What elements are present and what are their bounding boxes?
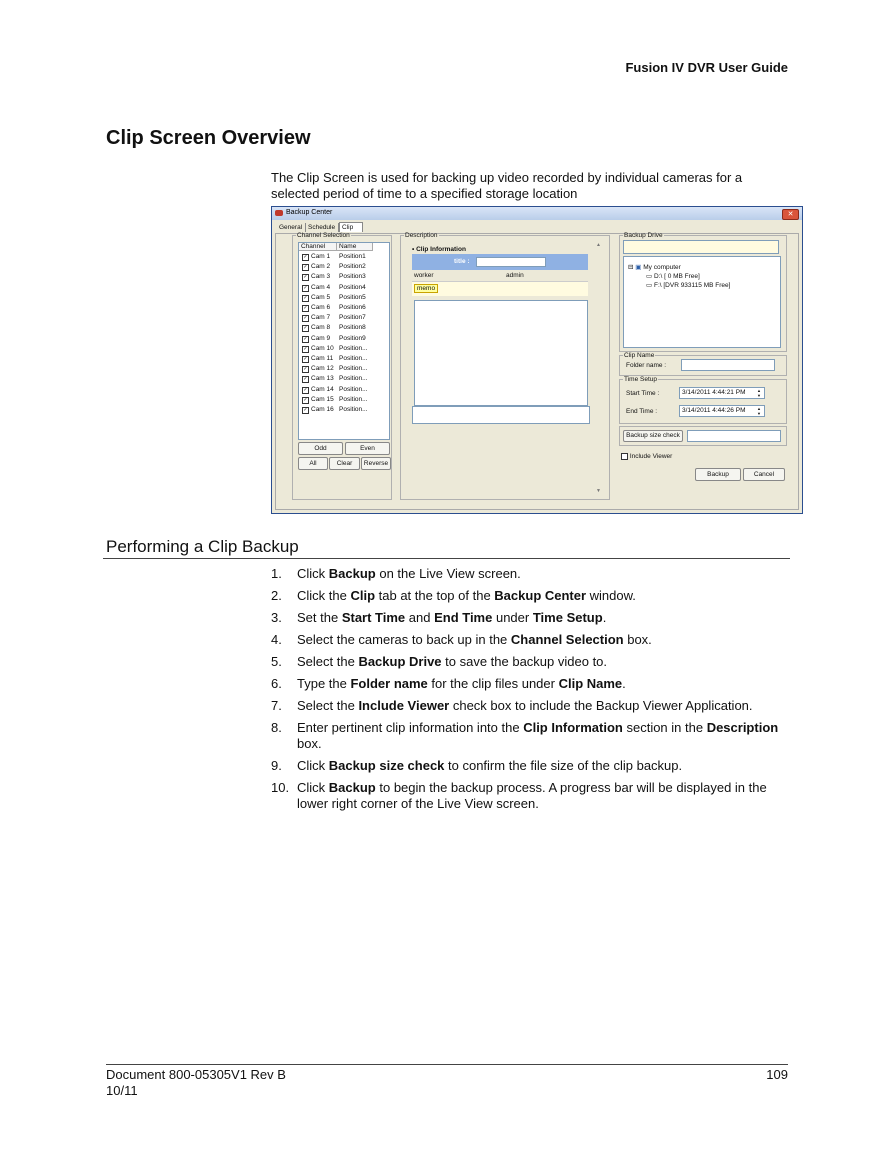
step-text: .: [622, 676, 626, 691]
channel-checkbox[interactable]: ✓: [303, 407, 308, 413]
drive-f-label: F:\ [DVR 933115 MB Free]: [653, 282, 731, 289]
backup-size-check-button[interactable]: Backup size check: [623, 430, 683, 442]
step-text: Click: [297, 780, 329, 795]
step-text: box.: [623, 632, 652, 647]
window-titlebar: [272, 207, 802, 220]
channel-name: Position8: [339, 324, 366, 332]
backup-button[interactable]: Backup: [695, 468, 741, 481]
step-text: section in the: [622, 720, 707, 735]
channel-name: Position9: [339, 334, 366, 342]
procedure-step: [271, 610, 791, 626]
drive-icon: ▭: [646, 282, 653, 289]
step-emphasis: Clip: [350, 588, 376, 603]
channel-id: Cam 6: [311, 304, 331, 311]
procedure-title: Performing a Clip Backup: [106, 537, 299, 556]
step-text: to confirm the file size of the clip backup.: [444, 758, 683, 773]
step-text: Click: [297, 758, 329, 773]
step-text: window.: [586, 588, 636, 603]
drive-d-label: D:\ [ 0 MB Free]: [653, 273, 700, 280]
section-divider: [103, 558, 790, 559]
footer-date: 10/11: [106, 1083, 138, 1098]
channel-row[interactable]: [299, 313, 389, 323]
channel-checkbox[interactable]: ✓: [303, 305, 308, 311]
channel-name: Position3: [339, 273, 366, 281]
channel-row[interactable]: [299, 293, 389, 303]
step-number: 4.: [271, 632, 282, 647]
step-number: 1.: [271, 566, 282, 581]
channel-checkbox[interactable]: ✓: [303, 325, 308, 332]
step-text: Enter pertinent clip information into the: [297, 720, 524, 735]
tree-drive-d[interactable]: [646, 272, 700, 280]
channel-name: Position6: [339, 304, 366, 311]
channel-checkbox[interactable]: ✓: [303, 264, 308, 271]
memo-textarea[interactable]: [414, 300, 588, 406]
end-time-picker[interactable]: 3/14/2011 4:44:26 PM: [679, 405, 765, 417]
step-emphasis: Include Viewer: [358, 698, 450, 713]
channel-name: Position...: [339, 344, 368, 352]
tree-root[interactable]: ⊟ ▣ My computer: [628, 264, 681, 271]
step-emphasis: Backup Drive: [358, 654, 442, 669]
channel-row[interactable]: [299, 354, 389, 364]
tab-general[interactable]: General: [277, 223, 306, 232]
step-number: 10.: [271, 780, 290, 795]
clip-info-text: Clip Information: [416, 246, 466, 253]
channel-row[interactable]: [299, 374, 389, 384]
include-viewer-label: Include Viewer: [629, 453, 673, 461]
channel-row[interactable]: [299, 272, 389, 282]
col-channel-header[interactable]: Channel: [299, 243, 337, 251]
footer-doc-info: [106, 1067, 286, 1099]
channel-checkbox[interactable]: ✓: [303, 356, 308, 362]
footer-divider: [106, 1064, 788, 1065]
channel-name: Position4: [339, 283, 366, 291]
folder-name-input[interactable]: [681, 359, 775, 371]
channel-row[interactable]: [299, 334, 389, 344]
footer-doc-number: Document 800-05305V1 Rev B: [106, 1067, 286, 1082]
intro-paragraph: The Clip Screen is used for backing up video recorded by individual cameras for a selected period of time to a specified storage location: [271, 170, 743, 201]
procedure-step: [271, 566, 791, 582]
procedure-step: [271, 758, 791, 774]
channel-row[interactable]: [299, 262, 389, 272]
step-emphasis: Description: [706, 720, 779, 735]
channel-row[interactable]: [299, 323, 389, 333]
step-emphasis: Clip Information: [523, 720, 623, 735]
tab-schedule[interactable]: Schedule: [306, 223, 339, 232]
computer-icon: ▣: [635, 264, 642, 271]
step-number: 7.: [271, 698, 282, 713]
clip-info-label: • Clip Information: [412, 246, 466, 253]
end-time-spinner-icon[interactable]: ▲ ▼: [757, 406, 761, 416]
step-emphasis: Clip Name: [558, 676, 623, 691]
step-text: Click: [297, 566, 329, 581]
channel-id: Cam 16: [311, 406, 334, 413]
step-text: for the clip files under: [427, 676, 559, 691]
channel-row[interactable]: [299, 395, 389, 405]
memo-label: memo: [414, 284, 438, 293]
even-button[interactable]: Even: [345, 442, 390, 455]
channel-id: Cam 15: [311, 395, 334, 403]
step-emphasis: End Time: [434, 610, 493, 625]
channel-name: Position...: [339, 365, 368, 373]
procedure-steps: [271, 566, 791, 818]
tab-content: [275, 233, 799, 510]
channel-checkbox[interactable]: ✓: [303, 335, 308, 342]
close-icon[interactable]: ✕: [782, 209, 799, 220]
channel-row[interactable]: [299, 303, 389, 313]
drive-icon: ▭: [646, 273, 653, 280]
channel-name: Position...: [339, 375, 368, 383]
channel-id: Cam 7: [311, 314, 331, 322]
step-emphasis: Backup: [328, 566, 376, 581]
step-number: 8.: [271, 720, 282, 735]
backup-drive-legend: Backup Drive: [624, 232, 663, 239]
channel-row[interactable]: [299, 344, 389, 354]
step-number: 3.: [271, 610, 282, 625]
step-emphasis: Time Setup: [532, 610, 603, 625]
step-text: check box to include the Backup Viewer Application.: [449, 698, 753, 713]
title-input[interactable]: [476, 257, 546, 267]
channel-id: Cam 1: [311, 253, 331, 260]
channel-name: Position...: [339, 406, 368, 413]
end-time-label: End Time :: [626, 408, 658, 415]
description-footer-field[interactable]: [412, 406, 590, 424]
window-title: Backup Center: [286, 209, 333, 216]
step-text: to begin the backup process. A progress bar will be displayed in the lower right corner of the Live View screen.: [297, 780, 767, 811]
cancel-button[interactable]: Cancel: [743, 468, 785, 481]
channel-row[interactable]: [299, 283, 389, 293]
channel-id: Cam 11: [311, 355, 334, 362]
section-title: Clip Screen Overview: [106, 127, 311, 149]
channel-row[interactable]: [299, 364, 389, 374]
procedure-step: [271, 698, 791, 714]
channel-checkbox[interactable]: ✓: [303, 396, 308, 403]
running-header: Fusion IV DVR User Guide: [625, 60, 788, 75]
title-row: [412, 254, 588, 270]
odd-button[interactable]: Odd: [298, 442, 343, 455]
procedure-step: [271, 676, 791, 692]
include-viewer-option[interactable]: [621, 453, 672, 460]
step-text: on the Live View screen.: [375, 566, 521, 581]
channel-checkbox[interactable]: ✓: [303, 386, 308, 393]
all-button[interactable]: All: [298, 457, 328, 470]
channel-selection-legend: Channel Selection: [297, 232, 350, 239]
channel-id: Cam 2: [311, 263, 331, 271]
step-number: 2.: [271, 588, 282, 603]
step-emphasis: Backup size check: [328, 758, 445, 773]
step-text: Set the: [297, 610, 342, 625]
channel-id: Cam 4: [311, 283, 331, 291]
step-number: 6.: [271, 676, 282, 691]
procedure-step: [271, 588, 791, 604]
drive-tree[interactable]: [623, 256, 781, 348]
title-label: title :: [454, 258, 470, 265]
step-text: Select the cameras to back up in the: [297, 632, 511, 647]
step-text: Click the: [297, 588, 351, 603]
step-number: 5.: [271, 654, 282, 669]
clear-button[interactable]: Clear: [329, 457, 360, 470]
channel-id: Cam 3: [311, 273, 331, 281]
channel-name: Position...: [339, 395, 368, 403]
time-setup-legend: Time Setup: [624, 376, 657, 383]
include-viewer-checkbox[interactable]: [621, 453, 628, 460]
tree-drive-f[interactable]: [646, 281, 730, 289]
procedure-step: [271, 654, 791, 670]
channel-checkbox[interactable]: ✓: [303, 345, 308, 352]
step-text: box.: [297, 736, 322, 751]
channel-list[interactable]: [298, 242, 390, 440]
channel-id: Cam 9: [311, 334, 331, 342]
channel-checkbox[interactable]: ✓: [303, 366, 308, 373]
channel-name: Position2: [339, 263, 366, 271]
procedure-step: [271, 780, 791, 812]
memo-row: [412, 282, 588, 296]
col-name-header[interactable]: Name: [337, 243, 373, 251]
backup-drive-path[interactable]: [623, 240, 779, 254]
step-number: 9.: [271, 758, 282, 773]
start-time-spinner-icon[interactable]: ▲ ▼: [757, 388, 761, 398]
step-text: to save the backup video to.: [441, 654, 608, 669]
step-emphasis: Start Time: [341, 610, 406, 625]
page-number: 109: [766, 1067, 788, 1082]
start-time-picker[interactable]: 3/14/2011 4:44:21 PM: [679, 387, 765, 399]
step-text: tab at the top of the: [375, 588, 495, 603]
channel-id: Cam 5: [311, 293, 331, 301]
worker-row: [412, 271, 588, 282]
channel-checkbox[interactable]: ✓: [303, 274, 308, 281]
channel-id: Cam 12: [311, 365, 334, 373]
reverse-button[interactable]: Reverse: [361, 457, 391, 470]
step-emphasis: Backup Center: [494, 588, 587, 603]
channel-id: Cam 8: [311, 324, 331, 332]
description-legend: Description: [405, 232, 438, 239]
channel-name: Position...: [339, 385, 368, 393]
channel-name: Position5: [339, 293, 366, 301]
step-emphasis: Backup: [328, 780, 376, 795]
step-text: .: [602, 610, 607, 625]
description-scrollbar[interactable]: [596, 242, 604, 494]
channel-checkbox[interactable]: ✓: [303, 284, 308, 291]
procedure-step: [271, 632, 791, 648]
channel-name: Position1: [339, 253, 366, 260]
backup-center-window: [271, 206, 803, 514]
worker-label: worker: [414, 272, 434, 279]
clip-name-legend: Clip Name: [624, 352, 655, 359]
step-text: and: [405, 610, 435, 625]
scroll-down-icon[interactable]: ▼: [596, 488, 601, 494]
step-text: Select the: [297, 698, 359, 713]
channel-checkbox[interactable]: ✓: [303, 294, 308, 301]
tree-root-label: My computer: [643, 264, 681, 271]
start-time-label: Start Time :: [626, 390, 660, 397]
step-emphasis: Folder name: [350, 676, 428, 691]
app-logo-icon: [275, 210, 283, 216]
channel-checkbox[interactable]: ✓: [303, 315, 308, 322]
step-text: under: [492, 610, 533, 625]
channel-row[interactable]: [299, 252, 389, 262]
worker-value: admin: [506, 272, 524, 279]
channel-name: Position...: [339, 355, 368, 362]
channel-id: Cam 13: [311, 375, 334, 383]
channel-checkbox[interactable]: ✓: [303, 376, 308, 383]
step-emphasis: Channel Selection: [510, 632, 624, 647]
tab-clip[interactable]: Clip: [339, 222, 363, 232]
channel-row[interactable]: [299, 405, 389, 415]
channel-name: Position7: [339, 314, 366, 322]
scroll-up-icon[interactable]: ▲: [596, 242, 601, 248]
channel-id: Cam 14: [311, 385, 334, 393]
procedure-step: [271, 720, 791, 752]
folder-name-label: Folder name :: [626, 362, 667, 369]
step-text: Select the: [297, 654, 359, 669]
step-text: Type the: [297, 676, 351, 691]
channel-row[interactable]: [299, 385, 389, 395]
channel-checkbox[interactable]: ✓: [303, 254, 308, 260]
channel-id: Cam 10: [311, 344, 334, 352]
size-result-field[interactable]: [687, 430, 781, 442]
